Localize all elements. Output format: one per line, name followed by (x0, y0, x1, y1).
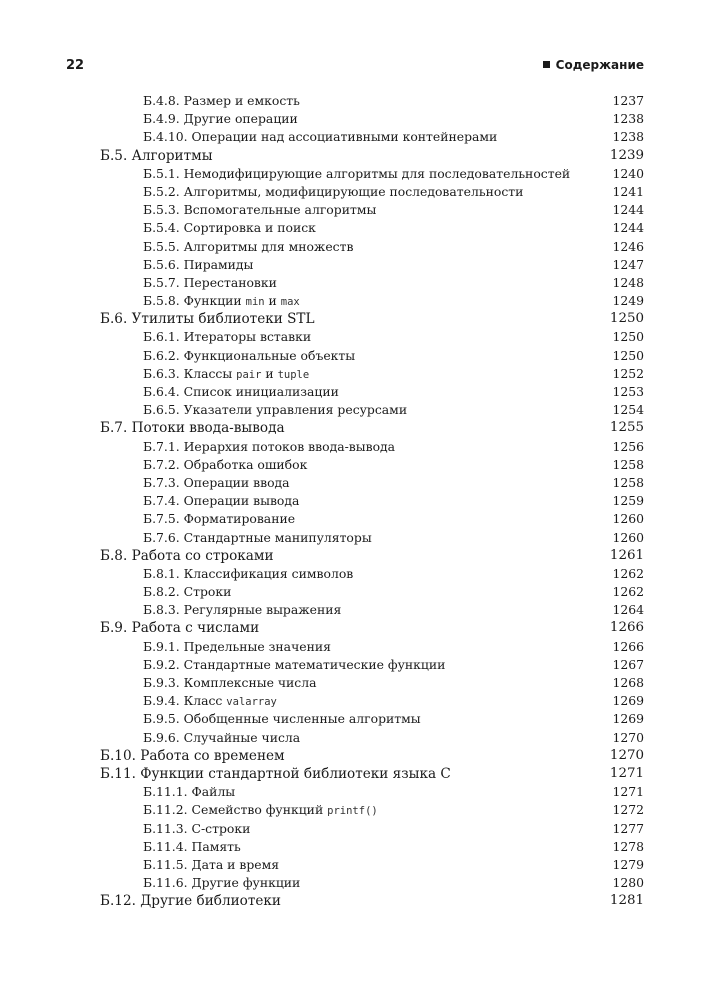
code-identifier: tuple (277, 368, 310, 381)
toc-subsection-entry (100, 110, 644, 128)
title-text: Б.6.2. Функциональные объекты (143, 347, 356, 363)
toc-page-number: 1269 (612, 711, 644, 727)
toc-subsection-entry (100, 165, 644, 183)
toc-subsection-entry (100, 92, 644, 110)
square-bullet-icon (543, 61, 550, 68)
toc-entry-title (100, 892, 281, 910)
toc-entry-title (100, 619, 259, 637)
toc-entry-title (143, 510, 295, 528)
toc-page-number: 1259 (612, 493, 644, 509)
toc-subsection-entry (100, 183, 644, 201)
toc-page-number: 1264 (612, 602, 644, 618)
toc-section-entry (100, 619, 644, 637)
toc-subsection-entry (100, 820, 644, 838)
toc-page-number: 1262 (612, 565, 644, 581)
toc-entry-title (100, 765, 451, 783)
toc-entry-title (143, 92, 300, 110)
toc-page-number: 1280 (612, 875, 644, 891)
toc-page-number: 1246 (612, 238, 644, 254)
title-text: Б.6.5. Указатели управления ресурсами (143, 402, 408, 418)
running-head (543, 58, 644, 72)
toc-page-number: 1254 (612, 402, 644, 418)
title-text: Б.7.6. Стандартные манипуляторы (143, 529, 372, 545)
toc-subsection-entry (100, 729, 644, 747)
toc-subsection-entry (100, 401, 644, 419)
toc-entry-title (143, 638, 331, 656)
toc-page-number: 1271 (609, 765, 644, 781)
toc-subsection-entry (100, 801, 644, 819)
toc-subsection-entry (100, 201, 644, 219)
toc-subsection-entry (100, 128, 644, 146)
title-text: Б.7.5. Форматирование (143, 511, 296, 527)
toc-page-number: 1244 (612, 220, 644, 236)
title-text: Б.7.2. Обработка ошибок (143, 456, 308, 472)
toc-subsection-entry (100, 474, 644, 492)
title-text: Б.6.3. Классы (143, 365, 237, 381)
title-text: Б.6. Утилиты библиотеки STL (100, 311, 315, 328)
title-text: Б.5.5. Алгоритмы для множеств (143, 238, 354, 254)
toc-page-number: 1252 (612, 365, 644, 381)
toc-page-number: 1281 (609, 893, 644, 909)
toc-subsection-entry (100, 529, 644, 547)
title-text: Б.10. Работа со временем (100, 747, 285, 764)
toc-entry-title (143, 710, 421, 728)
toc-page-number: 1250 (609, 311, 644, 327)
toc-entry-title (143, 565, 353, 583)
toc-section-entry (100, 765, 644, 783)
toc-page-number: 1250 (612, 329, 644, 345)
toc-page-number: 1261 (609, 547, 644, 563)
toc-entry-title (143, 128, 497, 146)
toc-page-number: 1255 (609, 420, 644, 436)
title-text: Б.7.3. Операции ввода (143, 474, 290, 490)
toc-page-number: 1266 (612, 638, 644, 654)
toc-page-number: 1250 (612, 347, 644, 363)
toc-entry-title (143, 274, 277, 292)
toc-page-number: 1260 (612, 529, 644, 545)
title-text: Б.8.2. Строки (143, 584, 232, 600)
toc-page-number: 1279 (612, 856, 644, 872)
toc-entry-title (143, 583, 231, 601)
toc-subsection-entry (100, 874, 644, 892)
toc-subsection-entry (100, 565, 644, 583)
title-text: Б.5.7. Перестановки (143, 274, 277, 290)
toc-subsection-entry (100, 656, 644, 674)
toc-page-number: 1270 (609, 747, 644, 763)
code-identifier: min (245, 296, 265, 309)
toc-subsection-entry (100, 383, 644, 401)
toc-entry-title (143, 783, 235, 801)
toc-subsection-entry (100, 219, 644, 237)
code-identifier: valarray (226, 696, 277, 709)
toc-entry-title (100, 747, 285, 765)
title-text: Б.4.10. Операции над ассоциативными контейнерами (143, 129, 498, 145)
page-number: 22 (66, 58, 85, 73)
title-text: Б.11.1. Файлы (143, 784, 236, 800)
toc-entry-title (100, 310, 315, 328)
title-text: Б.7.1. Иерархия потоков ввода-вывода (143, 438, 396, 454)
toc-subsection-entry (100, 347, 644, 365)
toc-subsection-entry (100, 438, 644, 456)
page-header (66, 58, 644, 78)
toc-entry-title (143, 820, 250, 838)
toc-page-number: 1237 (612, 93, 644, 108)
toc-subsection-entry (100, 456, 644, 474)
toc-subsection-entry (100, 601, 644, 619)
toc-entry-title (143, 601, 341, 619)
toc-page-number: 1260 (612, 511, 644, 527)
title-text: Б.11.2. Семейство функций (143, 802, 328, 818)
toc-entry-title (143, 492, 299, 510)
toc-page-number: 1266 (609, 620, 644, 636)
toc-section-entry (100, 310, 644, 328)
toc-page-number: 1239 (609, 147, 644, 163)
toc-section-entry (100, 747, 644, 765)
toc-subsection-entry (100, 238, 644, 256)
toc-page-number: 1268 (612, 675, 644, 690)
toc-entry-title (143, 347, 355, 365)
title-text: Б.9.6. Случайные числа (143, 729, 301, 745)
toc-page-number: 1247 (612, 256, 644, 272)
title-text: Б.5.4. Сортировка и поиск (143, 220, 316, 236)
toc-subsection-entry (100, 638, 644, 656)
title-text: Б.9.5. Обобщенные численные алгоритмы (143, 711, 421, 727)
toc-page-number: 1241 (612, 183, 644, 199)
title-text: Б.6.1. Итераторы вставки (143, 329, 312, 345)
title-text: Б.7. Потоки ввода-вывода (100, 420, 285, 437)
toc-page-number: 1238 (612, 111, 644, 127)
toc-subsection-entry (100, 274, 644, 292)
title-text: Б.9.1. Предельные значения (143, 638, 331, 654)
title-text: Б.11.3. C-строки (143, 820, 251, 836)
toc-subsection-entry (100, 692, 644, 710)
title-text: Б.9.2. Стандартные математические функции (143, 656, 446, 672)
toc-subsection-entry (100, 583, 644, 601)
toc-subsection-entry (100, 838, 644, 856)
toc-entry-title (143, 729, 300, 747)
title-text: Б.11.6. Другие функции (143, 875, 301, 891)
toc-entry-title (100, 419, 285, 437)
toc-page-number: 1277 (612, 820, 644, 836)
title-text: Б.9.4. Класс (143, 693, 227, 709)
toc-page-number: 1262 (612, 584, 644, 600)
toc-entry-title (143, 474, 290, 492)
toc-page-number: 1244 (612, 202, 644, 218)
table-of-contents (100, 92, 644, 910)
title-text: Б.8. Работа со строками (100, 547, 274, 564)
title-text: Б.5.1. Немодифицирующие алгоритмы для последовательностей (143, 165, 571, 181)
toc-subsection-entry (100, 510, 644, 528)
toc-entry-title (143, 383, 339, 401)
toc-entry-title (143, 219, 316, 237)
toc-entry-title (143, 328, 311, 346)
toc-entry-title (143, 874, 300, 892)
toc-subsection-entry (100, 492, 644, 510)
toc-page-number: 1253 (612, 384, 644, 399)
running-head-title: Содержание (555, 58, 644, 72)
toc-page-number: 1272 (612, 802, 644, 818)
toc-entry-title (143, 529, 372, 547)
toc-page-number: 1238 (612, 129, 644, 145)
toc-subsection-entry (100, 292, 644, 310)
toc-section-entry (100, 547, 644, 565)
toc-entry-title (143, 365, 309, 384)
toc-entry-title (143, 674, 317, 692)
toc-entry-title (143, 801, 378, 820)
toc-entry-title (143, 201, 376, 219)
toc-entry-title (143, 438, 395, 456)
toc-subsection-entry (100, 256, 644, 274)
title-text: Б.8.1. Классификация символов (143, 565, 354, 581)
code-identifier: max (280, 296, 300, 309)
toc-page-number: 1256 (612, 438, 644, 454)
title-text: Б.4.9. Другие операции (143, 111, 298, 127)
title-text: Б.6.4. Список инициализации (143, 384, 339, 399)
title-text: Б.5. Алгоритмы (100, 147, 213, 164)
toc-page-number: 1267 (612, 656, 644, 672)
title-text: Б.12. Другие библиотеки (100, 893, 281, 910)
toc-page-number: 1248 (612, 274, 644, 290)
toc-section-entry (100, 419, 644, 437)
title-text: Б.11. Функции стандартной библиотеки языка C (100, 765, 451, 782)
toc-page-number: 1258 (612, 456, 644, 472)
title-text: Б.4.8. Размер и емкость (143, 93, 300, 108)
toc-page-number: 1271 (612, 784, 644, 800)
title-text: Б.9. Работа с числами (100, 620, 260, 637)
toc-entry-title (143, 656, 445, 674)
toc-section-entry (100, 892, 644, 910)
toc-entry-title (143, 256, 253, 274)
toc-page-number: 1249 (612, 293, 644, 309)
title-text: и (261, 365, 278, 381)
toc-entry-title (143, 165, 570, 183)
title-text: Б.5.3. Вспомогательные алгоритмы (143, 202, 377, 218)
title-text: Б.5.8. Функции (143, 293, 246, 309)
title-text: и (264, 293, 281, 309)
toc-entry-title (143, 692, 277, 711)
toc-entry-title (143, 838, 241, 856)
toc-entry-title (100, 147, 213, 165)
toc-page-number: 1269 (612, 693, 644, 709)
toc-subsection-entry (100, 365, 644, 383)
toc-subsection-entry (100, 674, 644, 692)
toc-entry-title (143, 856, 279, 874)
title-text: Б.5.6. Пирамиды (143, 256, 254, 272)
toc-subsection-entry (100, 856, 644, 874)
title-text: Б.9.3. Комплексные числа (143, 675, 317, 690)
title-text: Б.11.4. Память (143, 838, 241, 854)
code-identifier: printf() (327, 805, 378, 818)
toc-subsection-entry (100, 783, 644, 801)
toc-entry-title (143, 183, 523, 201)
toc-entry-title (143, 456, 307, 474)
title-text: Б.11.5. Дата и время (143, 856, 280, 872)
toc-subsection-entry (100, 328, 644, 346)
toc-entry-title (143, 292, 300, 311)
toc-page-number: 1240 (612, 165, 644, 181)
title-text: Б.5.2. Алгоритмы, модифицирующие последовательности (143, 183, 524, 199)
toc-entry-title (143, 401, 407, 419)
toc-page-number: 1270 (612, 729, 644, 745)
toc-page-number: 1278 (612, 838, 644, 854)
toc-entry-title (143, 238, 353, 256)
title-text: Б.7.4. Операции вывода (143, 493, 300, 509)
toc-entry-title (100, 547, 274, 565)
toc-entry-title (143, 110, 298, 128)
toc-section-entry (100, 147, 644, 165)
toc-subsection-entry (100, 710, 644, 728)
toc-page-number: 1258 (612, 474, 644, 490)
title-text: Б.8.3. Регулярные выражения (143, 602, 342, 618)
code-identifier: pair (236, 368, 262, 381)
